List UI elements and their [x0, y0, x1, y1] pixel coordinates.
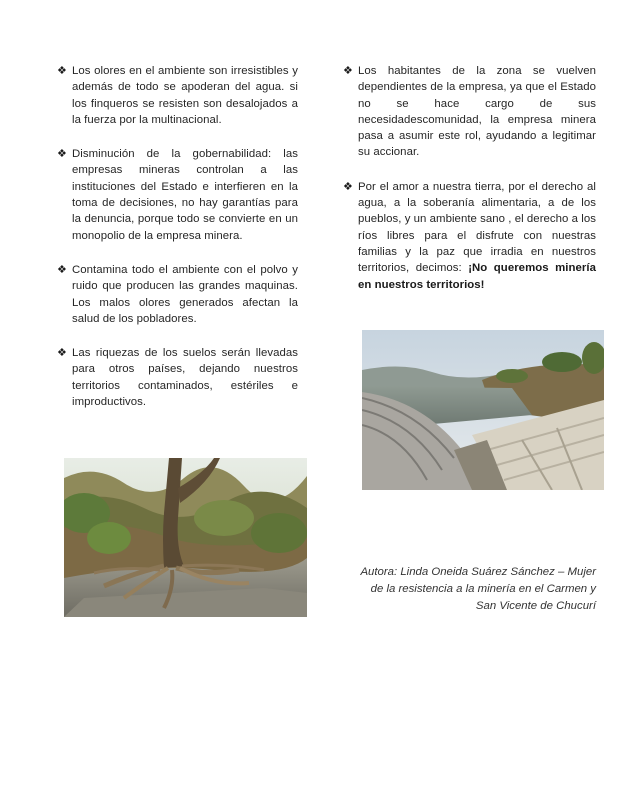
bullet-text: Los habitantes de la zona se vuelven dependientes de la empresa, ya que el Estado no se hace cargo de sus necesidadescomunidad, la empresa minera pasa a asumir este rol, ayudando a legitimar su accionar.	[358, 65, 596, 159]
bullet-text	[358, 179, 596, 293]
bullet-text-body: Por el amor a nuestra tierra, por el derecho al agua, a la soberanía alimentaria, a de los pueblos, y un ambiente sano , el derecho a los ríos libres para el disfrute con nuestras familias y la paz que irradia en nuestros territorios, decimos:	[358, 180, 596, 275]
river-slope-photo	[362, 330, 604, 490]
diamond-bullet-icon: ❖	[343, 180, 353, 193]
diamond-bullet-icon: ❖	[343, 65, 353, 77]
diamond-bullet-icon: ❖	[57, 347, 67, 360]
bullet-item	[57, 146, 298, 244]
bullet-text: Las riquezas de los suelos serán llevadas para otros países, dejando nuestros territorios contaminados, estériles e improductivos.	[72, 347, 298, 409]
emphasis-text: ¡No queremos minería en nuestros territorios!	[358, 262, 596, 291]
right-column	[343, 63, 596, 311]
diamond-bullet-icon: ❖	[57, 148, 67, 161]
bullet-item	[57, 345, 298, 410]
tree-roots-photo	[64, 458, 307, 617]
author-credit: Autora: Linda Oneida Suárez Sánchez – Mujer de la resistencia a la minería en el Carmen y San Vicente de Chucurí	[360, 566, 596, 612]
bullet-item	[343, 63, 596, 161]
left-column	[57, 63, 298, 428]
bullet-text: Disminución de la gobernabilidad: las empresas mineras controlan a las instituciones del Estado e interfieren en la toma de decisiones, no hay garantías para la denuncia, porque todo se convierte en un monopolio de la empresa minera.	[72, 148, 298, 242]
bullet-text: Contamina todo el ambiente con el polvo y ruido que producen las grandes maquinas. Los malos olores generados afectan la salud de los pobladores.	[72, 263, 298, 325]
bullet-item	[57, 63, 298, 128]
diamond-bullet-icon: ❖	[57, 65, 67, 77]
bullet-item	[57, 262, 298, 327]
river-slope-illustration	[362, 330, 604, 490]
diamond-bullet-icon: ❖	[57, 263, 67, 276]
bullet-item	[343, 179, 596, 293]
bullet-text: Los olores en el ambiente son irresistibles y además de todo se apoderan del agua. si los finqueros se resisten son desalojados a la fuerza por la multinacional.	[72, 65, 298, 126]
tree-roots-illustration	[64, 458, 307, 617]
